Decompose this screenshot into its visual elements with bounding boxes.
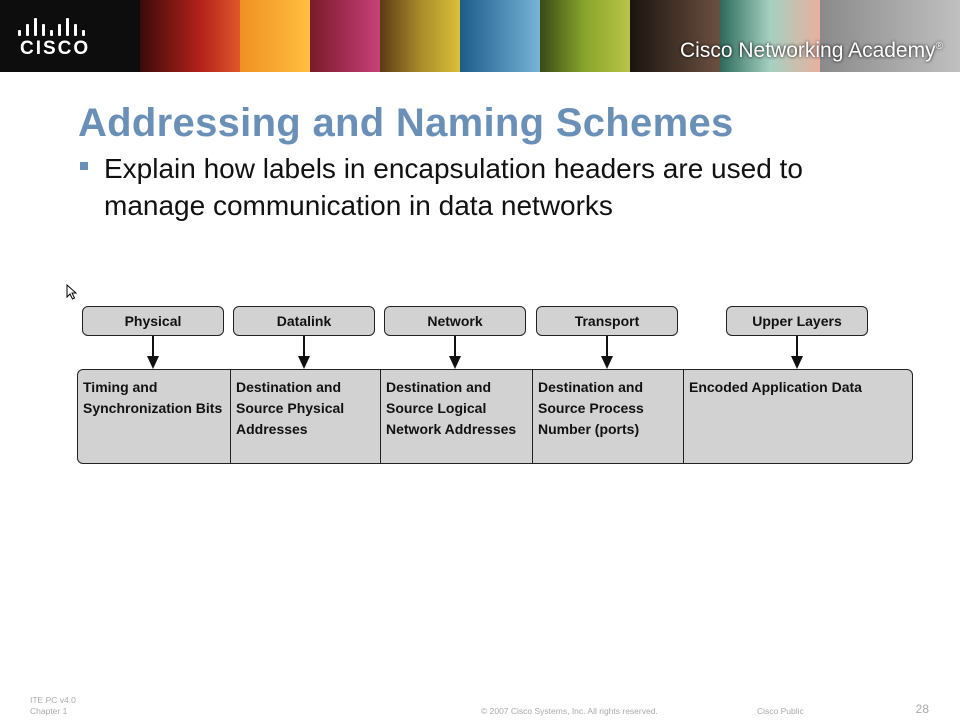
- layer-box-transport: Transport: [536, 306, 678, 336]
- footer-classification: Cisco Public: [757, 706, 804, 716]
- bullet-square-icon: [80, 162, 88, 170]
- photo-strip: [310, 0, 380, 72]
- footer-course: ITE PC v4.0: [30, 695, 76, 705]
- layer-box-datalink: Datalink: [233, 306, 375, 336]
- down-arrow-icon: [449, 336, 461, 370]
- footer-chapter: Chapter 1: [30, 706, 68, 716]
- academy-brand: [680, 39, 943, 63]
- academy-word-cisco: Cisco: [680, 39, 733, 62]
- page-number: 28: [915, 702, 929, 716]
- photo-strip: [540, 0, 630, 72]
- academy-word-rest: Networking Academy: [732, 39, 936, 62]
- bullet-text: Explain how labels in encapsulation headers are used to manage communication in data networks: [104, 153, 803, 221]
- layer-box-network: Network: [384, 306, 526, 336]
- photo-strip: [460, 0, 540, 72]
- field-application-data: Encoded Application Data: [689, 379, 862, 395]
- field-process-ports: Destination and Source Process Number (ports): [533, 370, 684, 463]
- encapsulation-header-frame: [77, 369, 913, 464]
- down-arrow-icon: [147, 336, 159, 370]
- photo-strip: [140, 0, 240, 72]
- header-banner: [0, 0, 960, 72]
- mouse-cursor-icon: [66, 284, 77, 300]
- layer-box-physical: Physical: [82, 306, 224, 336]
- trademark-mark: ®: [935, 41, 943, 52]
- cisco-bars-icon: [18, 14, 94, 36]
- down-arrow-icon: [791, 336, 803, 370]
- down-arrow-icon: [298, 336, 310, 370]
- field-timing-sync-bits: Timing and Synchronization Bits: [78, 370, 231, 463]
- field-logical-addresses: Destination and Source Logical Network Addresses: [381, 370, 533, 463]
- layer-box-upper-layers: Upper Layers: [726, 306, 868, 336]
- slide-title: Addressing and Naming Schemes: [78, 101, 734, 145]
- footer-copyright: © 2007 Cisco Systems, Inc. All rights reserved.: [481, 706, 658, 716]
- photo-strip: [380, 0, 460, 72]
- photo-strip: [240, 0, 310, 72]
- cisco-logo: [16, 14, 96, 60]
- field-physical-addresses: Destination and Source Physical Addresses: [231, 370, 381, 463]
- down-arrow-icon: [601, 336, 613, 370]
- cisco-wordmark: CISCO: [20, 38, 91, 59]
